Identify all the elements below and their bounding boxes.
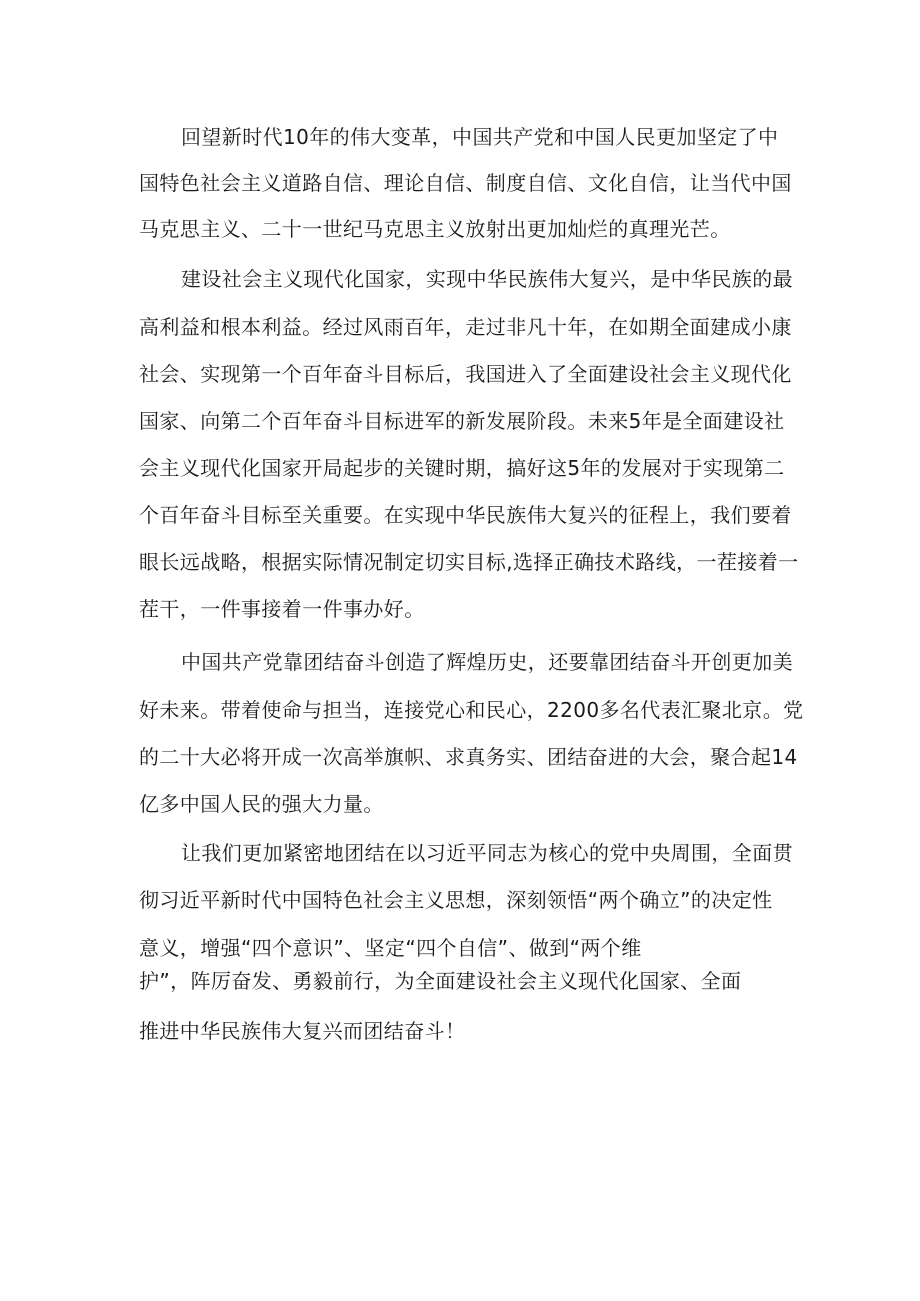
- paragraph-4-line-3: 意义，增强“四个意识”、坚定“四个自信”、做到“两个维: [139, 936, 642, 960]
- paragraph-1-line-1: 回望新时代10年的伟大变革，中国共产党和中国人民更加坚定了中: [181, 125, 779, 149]
- paragraph-4-line-1: 让我们更加紧密地团结在以习近平同志为核心的党中央周围，全面贯: [181, 841, 793, 865]
- paragraph-3-line-1: 中国共产党靠团结奋斗创造了辉煌历史，还要靠团结奋斗开创更加美: [181, 650, 793, 674]
- paragraph-2-line-4: 国家、向第二个百年奋斗目标进军的新发展阶段。未来5年是全面建设社: [139, 409, 785, 433]
- paragraph-4-line-5: 推进中华民族伟大复兴而团结奋斗！: [139, 1019, 466, 1043]
- paragraph-4-line-4: 护”，阵厉奋发、勇毅前行，为全面建设社会主义现代化国家、全面: [139, 969, 742, 993]
- paragraph-3-line-3: 的二十大必将开成一次高举旗帜、求真务实、团结奋进的大会，聚合起14: [139, 745, 798, 769]
- paragraph-2-line-5: 会主义现代化国家开局起步的关键时期，搞好这5年的发展对于实现第二: [139, 456, 785, 480]
- paragraph-2-line-1: 建设社会主义现代化国家，实现中华民族伟大复兴，是中华民族的最: [181, 267, 793, 291]
- paragraph-3-line-4: 亿多中国人民的强大力量。: [139, 792, 384, 816]
- paragraph-2-line-8: 茬干，一件事接着一件事办好。: [139, 597, 425, 621]
- paragraph-3-line-2: 好未来。带着使命与担当，连接党心和民心，2200多名代表汇聚北京。党: [139, 698, 804, 722]
- paragraph-1-line-2: 国特色社会主义道路自信、理论自信、制度自信、文化自信，让当代中国: [139, 171, 792, 195]
- paragraph-2-line-7: 眼长远战略，根据实际情况制定切实目标,选择正确技术路线，一茬接着一: [139, 550, 799, 574]
- paragraph-4-line-2: 彻习近平新时代中国特色社会主义思想，深刻领悟“两个确立”的决定性: [139, 888, 773, 912]
- paragraph-1-line-3: 马克思主义、二十一世纪马克思主义放射出更加灿烂的真理光芒。: [139, 217, 731, 241]
- paragraph-2-line-6: 个百年奋斗目标至关重要。在实现中华民族伟大复兴的征程上，我们要着: [139, 503, 792, 527]
- paragraph-2-line-2: 高利益和根本利益。经过风雨百年，走过非凡十年，在如期全面建成小康: [139, 315, 792, 339]
- paragraph-2-line-3: 社会、实现第一个百年奋斗目标后，我国进入了全面建设社会主义现代化: [139, 362, 792, 386]
